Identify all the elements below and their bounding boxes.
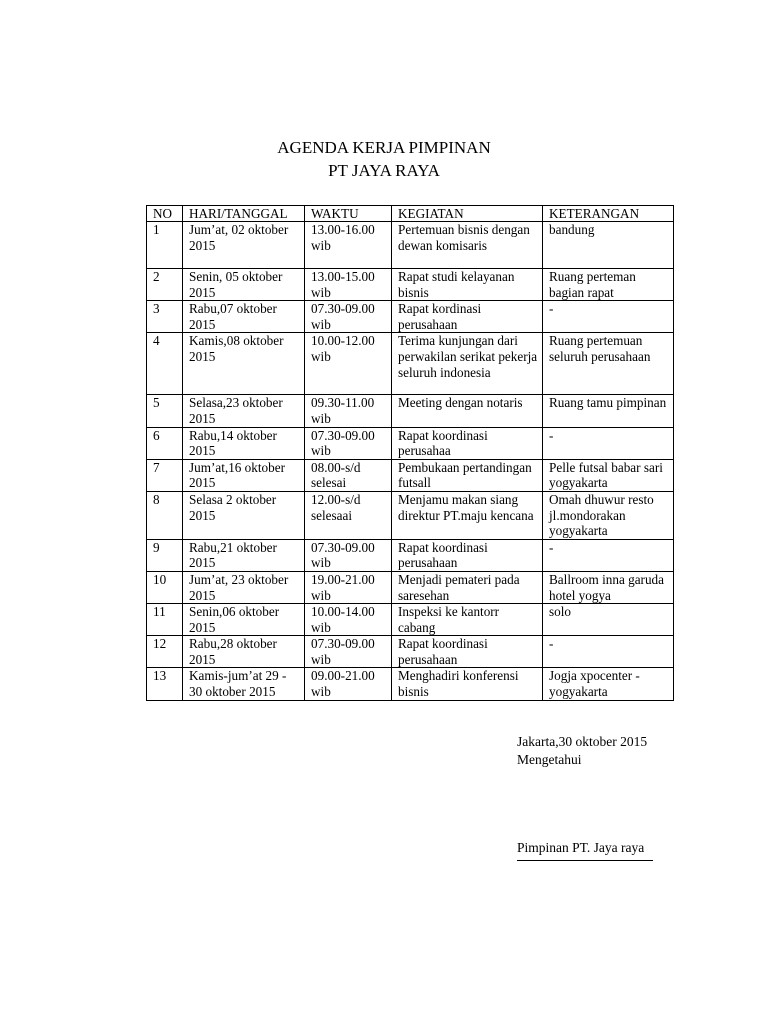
cell-notes: Ruang perteman bagian rapat <box>543 269 674 301</box>
table-row <box>147 427 674 459</box>
cell-activity: Menjamu makan siang direktur PT.maju kencana <box>392 491 543 539</box>
cell-time: 07.30-09.00 wib <box>305 427 392 459</box>
cell-time: 10.00-12.00 wib <box>305 333 392 395</box>
header-time: WAKTU <box>305 206 392 222</box>
cell-date: Rabu,14 oktober 2015 <box>183 427 305 459</box>
cell-date: Jum’at, 02 oktober 2015 <box>183 222 305 269</box>
cell-date: Rabu,21 oktober 2015 <box>183 539 305 571</box>
company-name: PT JAYA RAYA <box>328 161 440 180</box>
table-row <box>147 222 674 269</box>
cell-activity: Meeting dengan notaris <box>392 395 543 427</box>
cell-activity: Terima kunjungan dari perwakilan serikat pekerja seluruh indonesia <box>392 333 543 395</box>
table-row <box>147 333 674 395</box>
table-row <box>147 539 674 571</box>
cell-activity: Inspeksi ke kantorr cabang <box>392 604 543 636</box>
table-row <box>147 604 674 636</box>
cell-notes: Ballroom inna garuda hotel yogya <box>543 571 674 603</box>
cell-notes: solo <box>543 604 674 636</box>
signature-place-date: Jakarta,30 oktober 2015 <box>517 734 648 749</box>
table-row <box>147 459 674 491</box>
signature-signer: Pimpinan PT. Jaya raya <box>517 840 645 855</box>
cell-notes: Jogja xpocenter - yogyakarta <box>543 668 674 700</box>
cell-notes: Ruang pertemuan seluruh perusahaan <box>543 333 674 395</box>
cell-activity: Pertemuan bisnis dengan dewan komisaris <box>392 222 543 269</box>
cell-date: Selasa,23 oktober 2015 <box>183 395 305 427</box>
header-activity: KEGIATAN <box>392 206 543 222</box>
cell-date: Senin,06 oktober 2015 <box>183 604 305 636</box>
cell-time: 09.30-11.00 wib <box>305 395 392 427</box>
signature-acknowledged: Mengetahui <box>517 752 582 767</box>
cell-time: 09.00-21.00 wib <box>305 668 392 700</box>
cell-time: 13.00-15.00 wib <box>305 269 392 301</box>
cell-activity: Menghadiri konferensi bisnis <box>392 668 543 700</box>
cell-no: 3 <box>147 301 183 333</box>
cell-time: 08.00-s/d selesai <box>305 459 392 491</box>
cell-activity: Menjadi pemateri pada saresehan <box>392 571 543 603</box>
cell-date: Senin, 05 oktober 2015 <box>183 269 305 301</box>
cell-no: 13 <box>147 668 183 700</box>
agenda-table-body <box>147 222 674 701</box>
cell-no: 9 <box>147 539 183 571</box>
cell-notes: - <box>543 301 674 333</box>
cell-activity: Pembukaan pertandingan futsall <box>392 459 543 491</box>
cell-date: Jum’at,16 oktober 2015 <box>183 459 305 491</box>
cell-notes: Pelle futsal babar sari yogyakarta <box>543 459 674 491</box>
cell-activity: Rapat koordinasi perusahaan <box>392 636 543 668</box>
table-row <box>147 301 674 333</box>
table-row <box>147 668 674 700</box>
cell-notes: - <box>543 636 674 668</box>
cell-date: Selasa 2 oktober 2015 <box>183 491 305 539</box>
cell-activity: Rapat kordinasi perusahaan <box>392 301 543 333</box>
cell-time: 10.00-14.00 wib <box>305 604 392 636</box>
cell-date: Rabu,28 oktober 2015 <box>183 636 305 668</box>
cell-date: Jum’at, 23 oktober 2015 <box>183 571 305 603</box>
cell-activity: Rapat koordinasi perusahaa <box>392 427 543 459</box>
cell-time: 07.30-09.00 wib <box>305 539 392 571</box>
cell-no: 12 <box>147 636 183 668</box>
cell-date: Rabu,07 oktober 2015 <box>183 301 305 333</box>
cell-no: 7 <box>147 459 183 491</box>
header-date: HARI/TANGGAL <box>183 206 305 222</box>
table-row <box>147 491 674 539</box>
cell-time: 07.30-09.00 wib <box>305 636 392 668</box>
cell-notes: - <box>543 427 674 459</box>
cell-no: 6 <box>147 427 183 459</box>
cell-notes: Ruang tamu pimpinan <box>543 395 674 427</box>
cell-activity: Rapat studi kelayanan bisnis <box>392 269 543 301</box>
agenda-table-header <box>147 206 674 222</box>
cell-no: 8 <box>147 491 183 539</box>
cell-no: 4 <box>147 333 183 395</box>
cell-no: 1 <box>147 222 183 269</box>
cell-notes: - <box>543 539 674 571</box>
signature-underline <box>517 860 653 861</box>
cell-date: Kamis-jum’at 29 - 30 oktober 2015 <box>183 668 305 700</box>
cell-time: 19.00-21.00 wib <box>305 571 392 603</box>
cell-no: 5 <box>147 395 183 427</box>
header-row <box>147 206 674 222</box>
cell-no: 10 <box>147 571 183 603</box>
cell-notes: Omah dhuwur resto jl.mondorakan yogyakarta <box>543 491 674 539</box>
table-row <box>147 269 674 301</box>
cell-time: 07.30-09.00 wib <box>305 301 392 333</box>
cell-no: 11 <box>147 604 183 636</box>
cell-date: Kamis,08 oktober 2015 <box>183 333 305 395</box>
table-row <box>147 395 674 427</box>
cell-no: 2 <box>147 269 183 301</box>
table-row <box>147 571 674 603</box>
agenda-table <box>146 205 674 701</box>
cell-notes: bandung <box>543 222 674 269</box>
header-no: NO <box>147 206 183 222</box>
cell-time: 13.00-16.00 wib <box>305 222 392 269</box>
header-notes: KETERANGAN <box>543 206 674 222</box>
table-row <box>147 636 674 668</box>
cell-activity: Rapat koordinasi perusahaan <box>392 539 543 571</box>
cell-time: 12.00-s/d selesaai <box>305 491 392 539</box>
document-title: AGENDA KERJA PIMPINAN <box>277 138 491 157</box>
